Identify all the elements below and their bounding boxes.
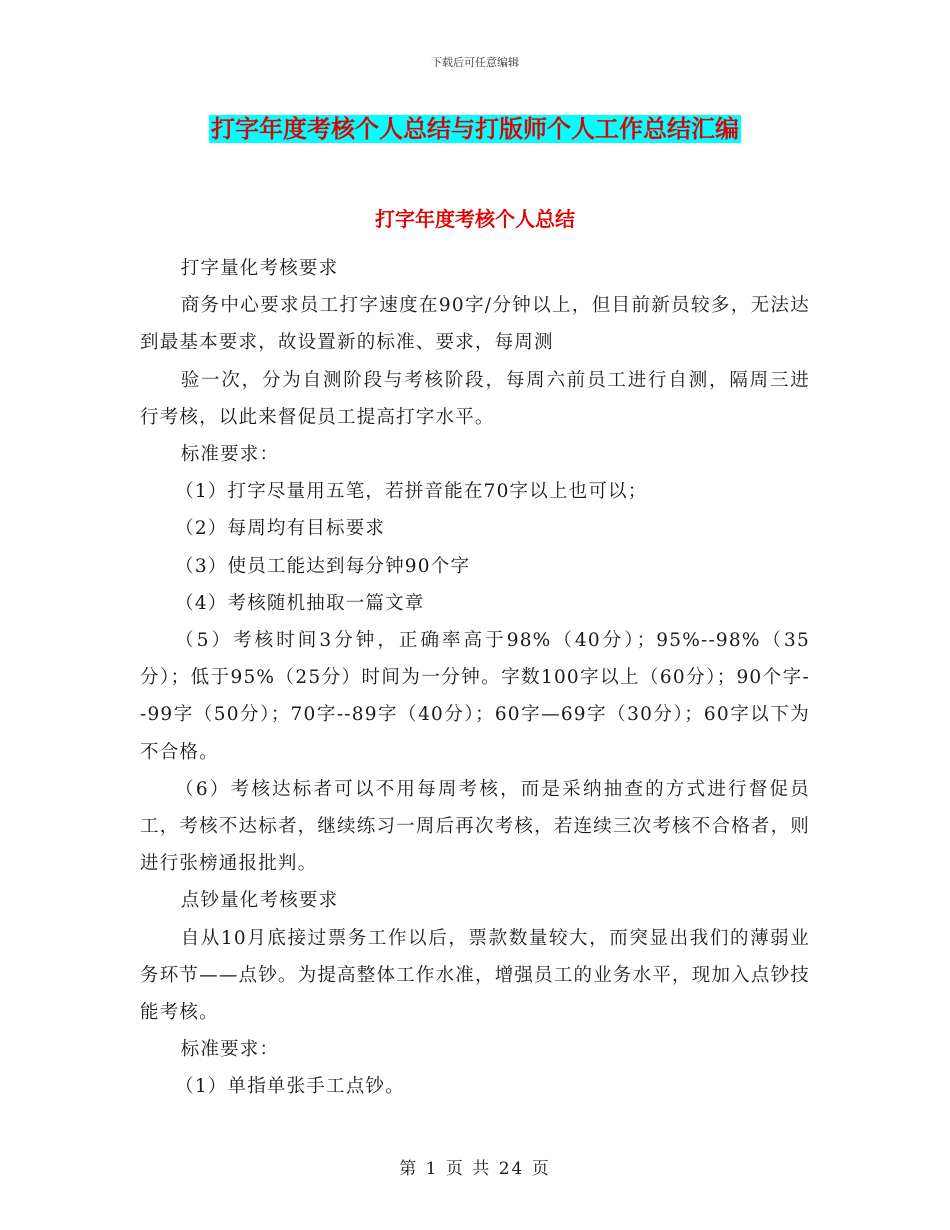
list-item: （4）考核随机抽取一篇文章	[175, 592, 425, 614]
main-title-text: 打字年度考核个人总结与打版师个人工作总结汇编	[211, 115, 739, 143]
paragraph: 标准要求：	[180, 1039, 280, 1061]
body-text	[140, 250, 810, 1106]
list-item: （1）单指单张手工点钞。	[175, 1076, 405, 1098]
paragraph: 标准要求：	[180, 444, 280, 466]
list-item: （6）考核达标者可以不用每周考核，而是采纳抽查的方式进行督促员工，考核不达标者，继续练习一周后再次考核，若连续三次考核不合格者，则进行张榜通报批判。	[140, 778, 810, 875]
header-note: 下载后可任意编辑	[431, 56, 519, 69]
list-item: （1）打字尽量用五笔，若拼音能在70字以上也可以；	[175, 481, 648, 503]
list-item: （5）考核时间3分钟，正确率高于98%（40分）；95%--98%（35分）；低于95%（25分）时间为一分钟。字数100字以上（60分）；90个字--99字（50分）；70字--89字（40分）；60字—69字（30分）；60字以下为不合格。	[140, 630, 810, 763]
page-footer: 第 1 页 共 24 页	[399, 1159, 551, 1179]
list-item: （2）每周均有目标要求	[175, 518, 386, 540]
paragraph: 验一次，分为自测阶段与考核阶段，每周六前员工进行自测，隔周三进行考核，以此来督促员工提高打字水平。	[140, 369, 810, 428]
paragraph: 自从10月底接过票务工作以后，票款数量较大，而突显出我们的薄弱业务环节——点钞。为提高整体工作水准，增强员工的业务水平，现加入点钞技能考核。	[140, 927, 810, 1024]
paragraph: 商务中心要求员工打字速度在90字/分钟以上，但目前新员较多，无法达到最基本要求，故设置新的标准、要求，每周测	[140, 295, 810, 354]
section-title: 打字年度考核个人总结	[375, 207, 575, 231]
paragraph: 点钞量化考核要求	[180, 890, 339, 912]
paragraph: 打字量化考核要求	[180, 258, 339, 279]
main-title	[0, 113, 950, 145]
list-item: （3）使员工能达到每分钟90个字	[175, 555, 471, 577]
